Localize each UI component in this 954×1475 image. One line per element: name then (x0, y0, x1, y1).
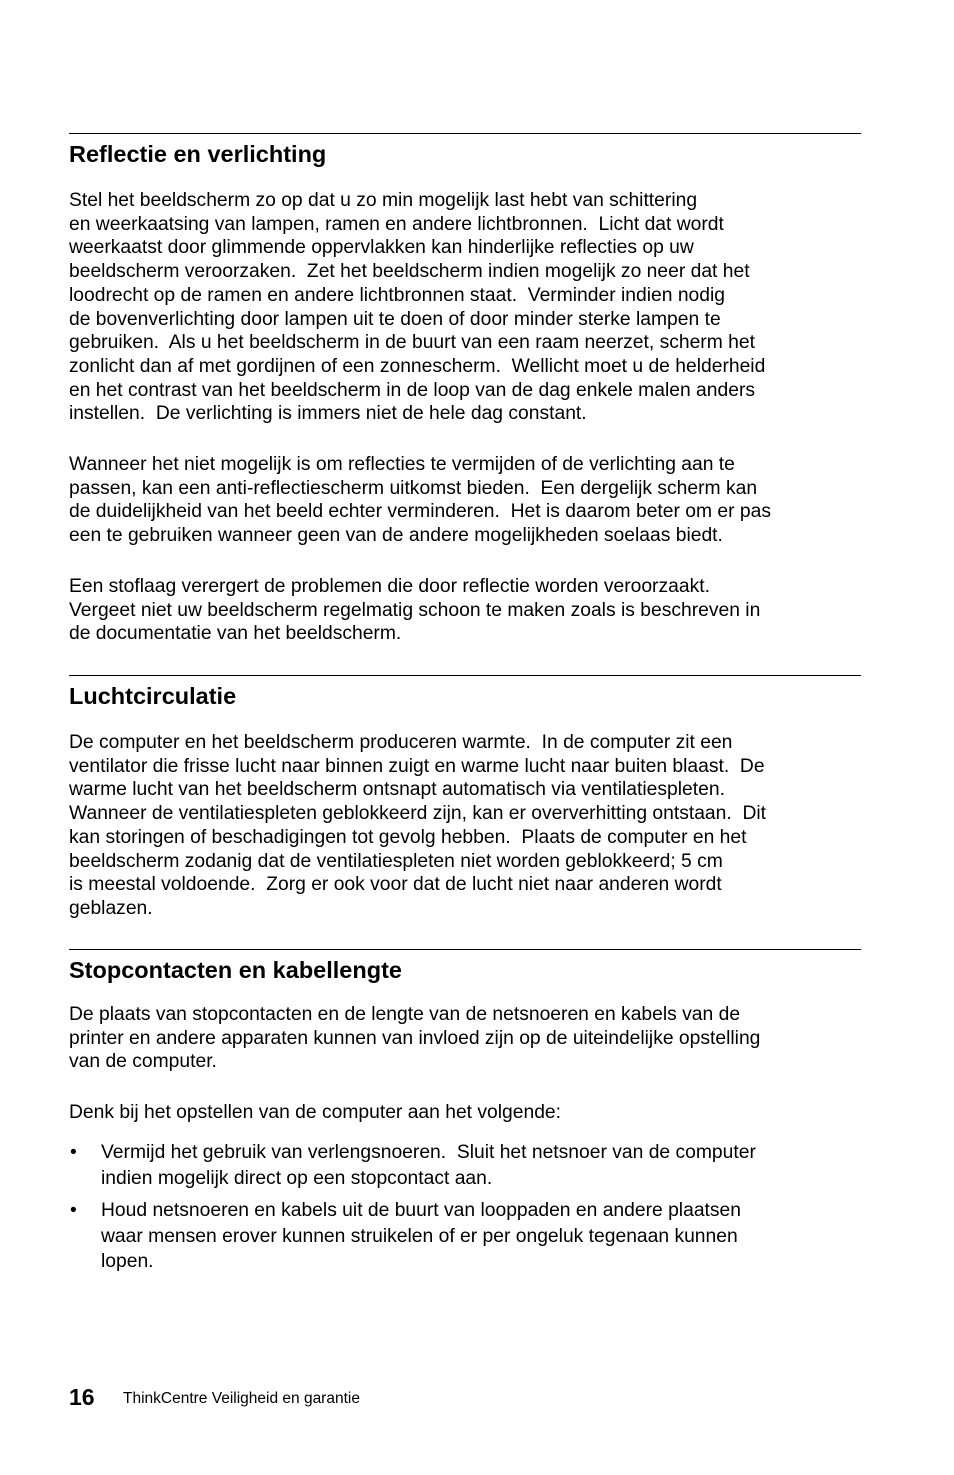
bullet-icon: • (70, 1142, 77, 1163)
section-reflectie (69, 133, 861, 645)
section-heading: Stopcontacten en kabellengte (69, 957, 402, 983)
paragraph: De plaats van stopcontacten en de lengte van de netsnoeren en kabels van de printer en andere apparaten kunnen van invloed zijn op de uiteindelijke opstelling van de computer. (69, 1004, 761, 1073)
page-number: 16 (69, 1384, 95, 1410)
list-item: • Houd netsnoeren en kabels uit de buurt van looppaden en andere plaatsen waar mensen erover kunnen struikelen of er per ongeluk tegenaan kunnen lopen. (70, 1200, 741, 1272)
paragraph: De computer en het beeldscherm produceren warmte. In de computer zit een ventilator die frisse lucht naar binnen zuigt en warme lucht naar buiten blaast. De warme lucht van het beeldscherm ontsnapt automatisch via ventilatiespleten. Wanneer de ventilatiespleten geblokkeerd zijn, kan er oververhitting ontstaan. Dit kan storingen of beschadigingen tot gevolg hebben. Plaats de computer en het beeldscherm zodanig dat de ventilatiespleten niet worden geblokkeerd; 5 cm is meestal voldoende. Zorg er ook voor dat de lucht niet naar anderen wordt geblazen. (69, 732, 767, 919)
bullet-list (69, 1140, 861, 1275)
paragraph: Een stoflaag verergert de problemen die door reflectie worden veroorzaakt. Vergeet niet uw beeldscherm regelmatig schoon te maken zoals is beschreven in de documentatie van het beeldscherm. (69, 576, 761, 645)
section-stopcontacten (69, 949, 861, 1272)
paragraph: Denk bij het opstellen van de computer aan het volgende: (69, 1102, 562, 1123)
document-title: ThinkCentre Veiligheid en garantie (123, 1390, 360, 1407)
section-divider (69, 675, 861, 676)
section-heading: Reflectie en verlichting (69, 141, 327, 167)
list-item: • Vermijd het gebruik van verlengsnoeren. Sluit het netsnoer van de computer indien mogelijk direct op een stopcontact aan. (70, 1142, 756, 1189)
paragraph: Stel het beeldscherm zo op dat u zo min mogelijk last hebt van schittering en weerkaatsing van lampen, ramen en andere lichtbronnen. Licht dat wordt weerkaatst door glimmende oppervlakken kan hinderlijke reflecties op uw beeldscherm veroorzaken. Zet het beeldscherm indien mogelijk zo neer dat het loodrecht op de ramen en andere lichtbronnen staat. Verminder indien nodig de bovenverlichting door lampen uit te doen of door minder sterke lampen te gebruiken. Als u het beeldscherm in de buurt van een raam neerzet, scherm het zonlicht dan af met gordijnen of een zonnescherm. Wellicht moet u de helderheid en het contrast van het beeldscherm in de loop van de dag enkele malen anders instellen. De verlichting is immers niet de hele dag constant. (69, 190, 766, 425)
paragraph: Wanneer het niet mogelijk is om reflecties te vermijden of de verlichting aan te passen, kan een anti-reflectiescherm uitkomst bieden. Een dergelijk scherm kan de duidelijkheid van het beeld echter verminderen. Het is daarom beter om er pas een te gebruiken wanneer geen van de andere mogelijkheden soelaas biedt. (69, 454, 772, 547)
section-heading: Luchtcirculatie (69, 683, 237, 709)
section-luchtcirculatie (69, 675, 861, 919)
section-divider (69, 133, 861, 134)
bullet-icon: • (70, 1200, 77, 1221)
section-divider (69, 949, 861, 950)
